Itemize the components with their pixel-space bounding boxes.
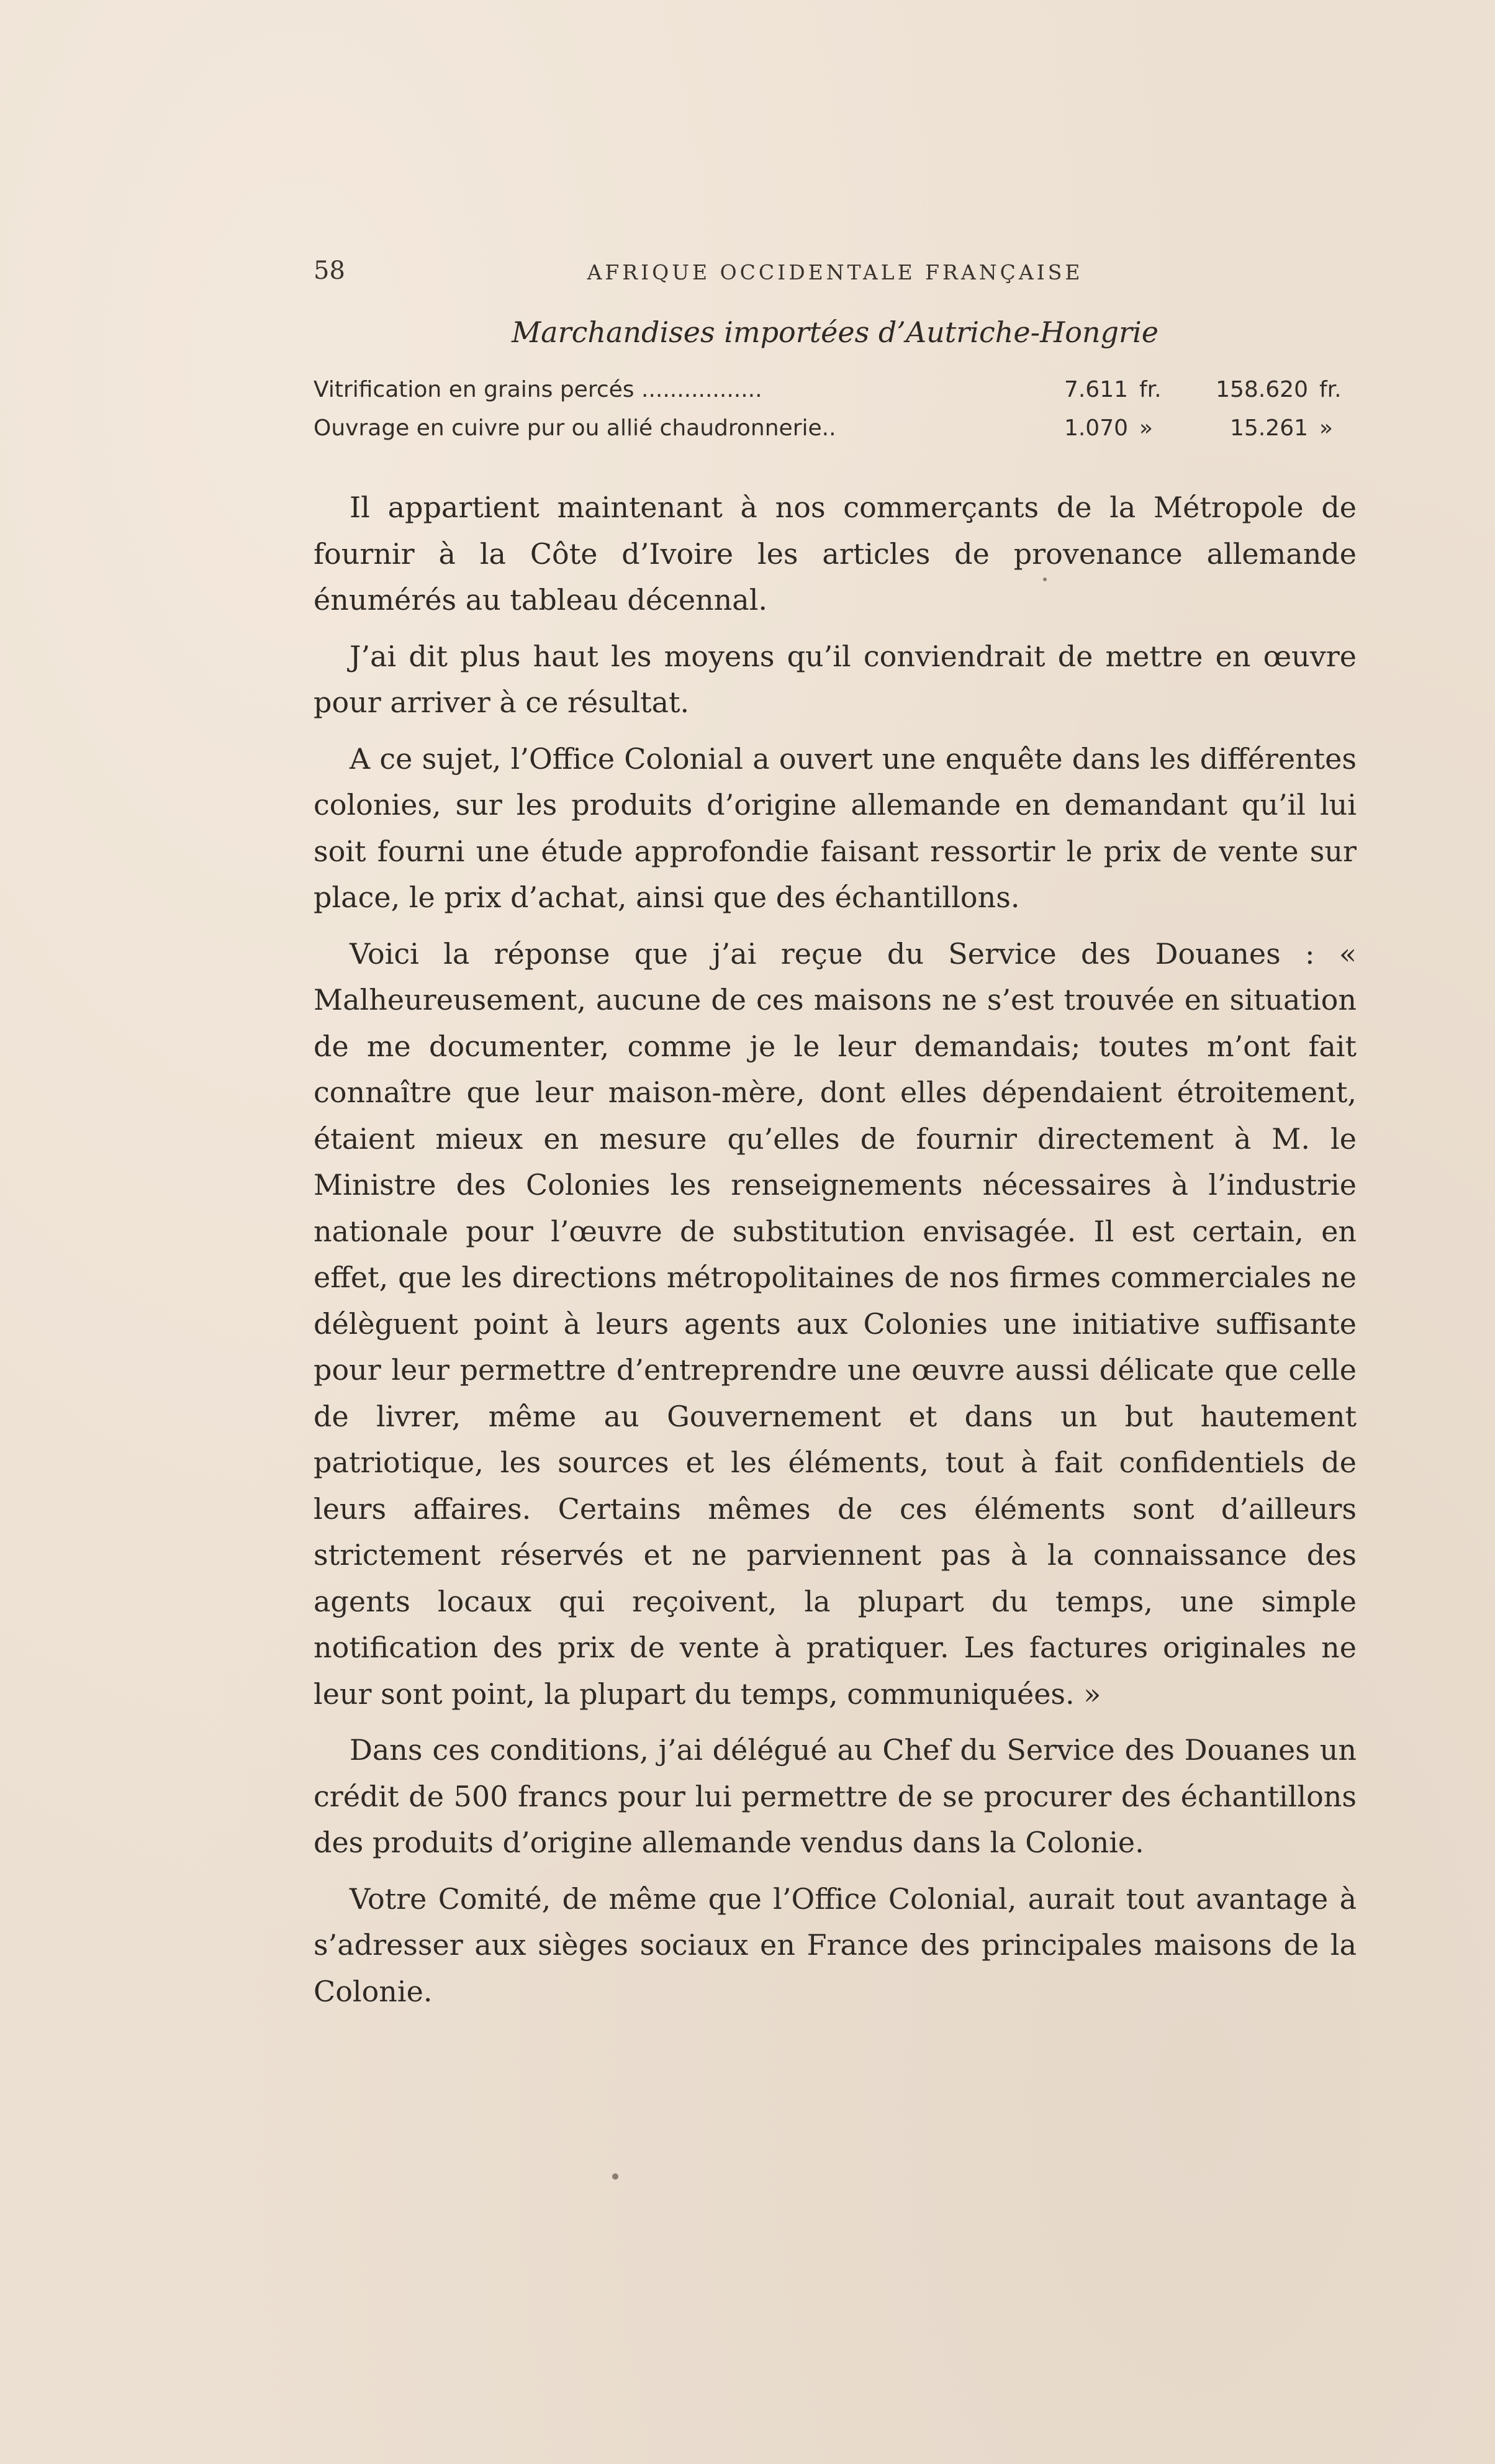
imports-table	[314, 370, 1357, 447]
value-unit: »	[1319, 415, 1334, 441]
page-number: 58	[314, 256, 345, 285]
table-row	[314, 370, 1357, 409]
paragraph: Votre Comité, de même que l’Office Colonial, aurait tout avantage à s’adresser aux sièges sociaux en France des principales maisons de la Colonie.	[314, 1882, 1357, 2008]
dot-leader: ..	[821, 415, 836, 441]
row-value: 15.261 »	[1177, 409, 1357, 447]
row-label: Vitrification en grains percés .................	[314, 376, 762, 402]
paragraph: J’ai dit plus haut les moyens qu’il conviendrait de mettre en œuvre pour arriver à ce résultat.	[314, 639, 1357, 719]
row-label: Ouvrage en cuivre pur ou allié chaudronnerie..	[314, 415, 836, 441]
paper-speck	[612, 2173, 618, 2180]
quantity-unit: »	[1139, 415, 1154, 441]
paragraph: Voici la réponse que j’ai reçue du Service des Douanes : « Malheureusement, aucune de ces maisons ne s’est trouvée en situation de me documenter, comme je le leur demandais; toutes m’ont fait connaître que leur maison-mère, dont elles dépendaient étroitement, étaient mieux en mesure qu’elles de fournir directement à M. le Ministre des Colonies les renseignements nécessaires à l’industrie nationale pour l’œuvre de substitution envisagée. Il est certain, en effet, que les directions métropolitaines de nos firmes commerciales ne délèguent point à leurs agents aux Colonies une initiative suffisante pour leur permettre d’entreprendre une œuvre aussi délicate que celle de livrer, même au Gouvernement et dans un but hautement patriotique, les sources et les éléments, tout à fait confidentiels de leurs affaires. Certains mêmes de ces éléments sont d’ailleurs strictement réservés et ne parviennent pas à la connaissance des agents locaux qui reçoivent, la plupart du temps, une simple notification des prix de vente à pratiquer. Les factures originales ne leur sont point, la plupart du temps, communiquées. »	[314, 936, 1357, 1711]
page-header	[314, 251, 1357, 295]
value-unit: fr.	[1319, 376, 1342, 402]
paragraph: Il appartient maintenant à nos commerçants de la Métropole de fournir à la Côte d’Ivoire les articles de provenance allemande énumérés au tableau décennal.	[314, 491, 1357, 617]
running-title: AFRIQUE OCCIDENTALE FRANÇAISE	[587, 260, 1083, 284]
table-row	[314, 409, 1357, 447]
row-value: 158.620 fr.	[1177, 370, 1357, 409]
dot-leader: .................	[641, 376, 762, 402]
paper-speck	[1043, 578, 1047, 581]
paragraph: A ce sujet, l’Office Colonial a ouvert une enquête dans les différentes colonies, sur les produits d’origine allemande en demandant qu’il lui soit fourni une étude approfondie faisant ressortir le prix de vente sur place, le prix d’achat, ainsi que des échantillons.	[314, 741, 1357, 914]
body-text	[314, 484, 1357, 2024]
row-quantity: 1.070 »	[1003, 409, 1177, 447]
quantity-unit: fr.	[1139, 376, 1162, 402]
paragraph: Dans ces conditions, j’ai délégué au Chef du Service des Douanes un crédit de 500 francs pour lui permettre de se procurer des échantillons des produits d’origine allemande vendus dans la Colonie.	[314, 1733, 1357, 1859]
table-title: Marchandises importées d’Autriche-Hongrie	[512, 315, 1159, 349]
row-quantity: 7.611 fr.	[1003, 370, 1177, 409]
